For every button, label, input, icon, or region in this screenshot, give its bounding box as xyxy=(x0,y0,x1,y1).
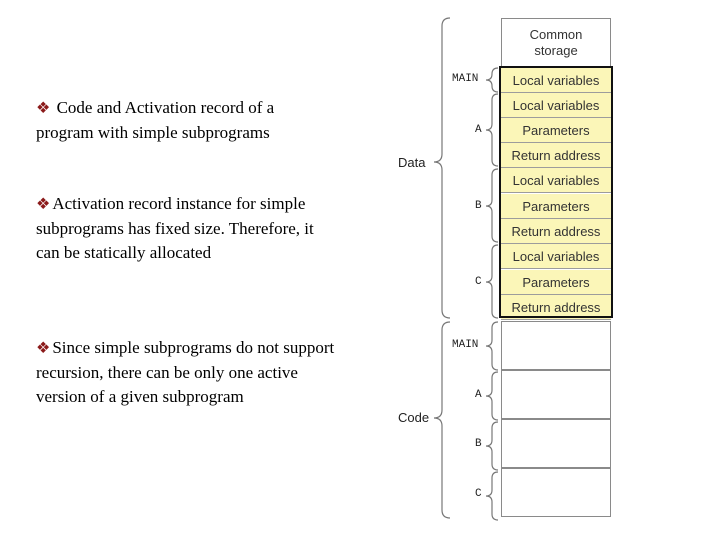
bullet-item xyxy=(36,336,336,409)
b-local-variables-cell: Local variables xyxy=(501,168,611,193)
diamond-bullet-icon: ❖ xyxy=(36,100,51,117)
brace-main-data xyxy=(486,68,498,92)
data-section-label: Data xyxy=(398,155,426,170)
brace-c-code xyxy=(486,472,498,520)
brace-main-code xyxy=(486,322,498,370)
data-a-label: A xyxy=(475,124,482,136)
code-b-label: B xyxy=(475,438,482,450)
main-local-variables-cell: Local variables xyxy=(501,68,611,93)
common-storage-line1: Common xyxy=(529,27,583,42)
bullet-item xyxy=(36,96,336,145)
code-main-label: MAIN xyxy=(452,339,479,351)
code-a-label: A xyxy=(475,389,482,401)
a-code-cell xyxy=(501,370,611,419)
data-c-label: C xyxy=(475,276,482,288)
brace-b-data xyxy=(486,169,498,242)
diamond-bullet-icon: ❖ xyxy=(36,196,51,213)
main-code-cell xyxy=(501,321,611,370)
c-local-variables-cell: Local variables xyxy=(501,244,611,269)
bullet-item xyxy=(36,192,336,265)
b-code-cell xyxy=(501,419,611,468)
brace-a-data xyxy=(486,94,498,166)
brace-c-data xyxy=(486,245,498,318)
code-c-label: C xyxy=(475,488,482,500)
common-storage-cell xyxy=(501,18,611,68)
code-section-label: Code xyxy=(398,410,430,425)
data-main-label: MAIN xyxy=(452,73,479,85)
common-storage-line2: storage xyxy=(534,43,578,58)
c-return-address-cell: Return address xyxy=(501,295,611,320)
diamond-bullet-icon: ❖ xyxy=(36,340,51,357)
data-brace xyxy=(434,18,450,318)
memory-layout-diagram xyxy=(380,10,620,530)
b-return-address-cell: Return address xyxy=(501,219,611,244)
a-parameters-cell: Parameters xyxy=(501,118,611,143)
brace-b-code xyxy=(486,422,498,470)
a-local-variables-cell: Local variables xyxy=(501,93,611,118)
b-parameters-cell: Parameters xyxy=(501,194,611,219)
bullet-text: Activation record instance for simple subprograms has fixed size. Therefore, it can be statically allocated xyxy=(36,194,314,262)
brace-a-code xyxy=(486,372,498,420)
bullet-text: Code and Activation record of a program with simple subprograms xyxy=(36,98,275,142)
data-b-label: B xyxy=(475,200,482,212)
c-code-cell xyxy=(501,468,611,517)
bullet-text: Since simple subprograms do not support recursion, there can be only one active version of a given subprogram xyxy=(36,338,335,406)
code-brace xyxy=(434,322,450,518)
c-parameters-cell: Parameters xyxy=(501,270,611,295)
a-return-address-cell: Return address xyxy=(501,143,611,168)
